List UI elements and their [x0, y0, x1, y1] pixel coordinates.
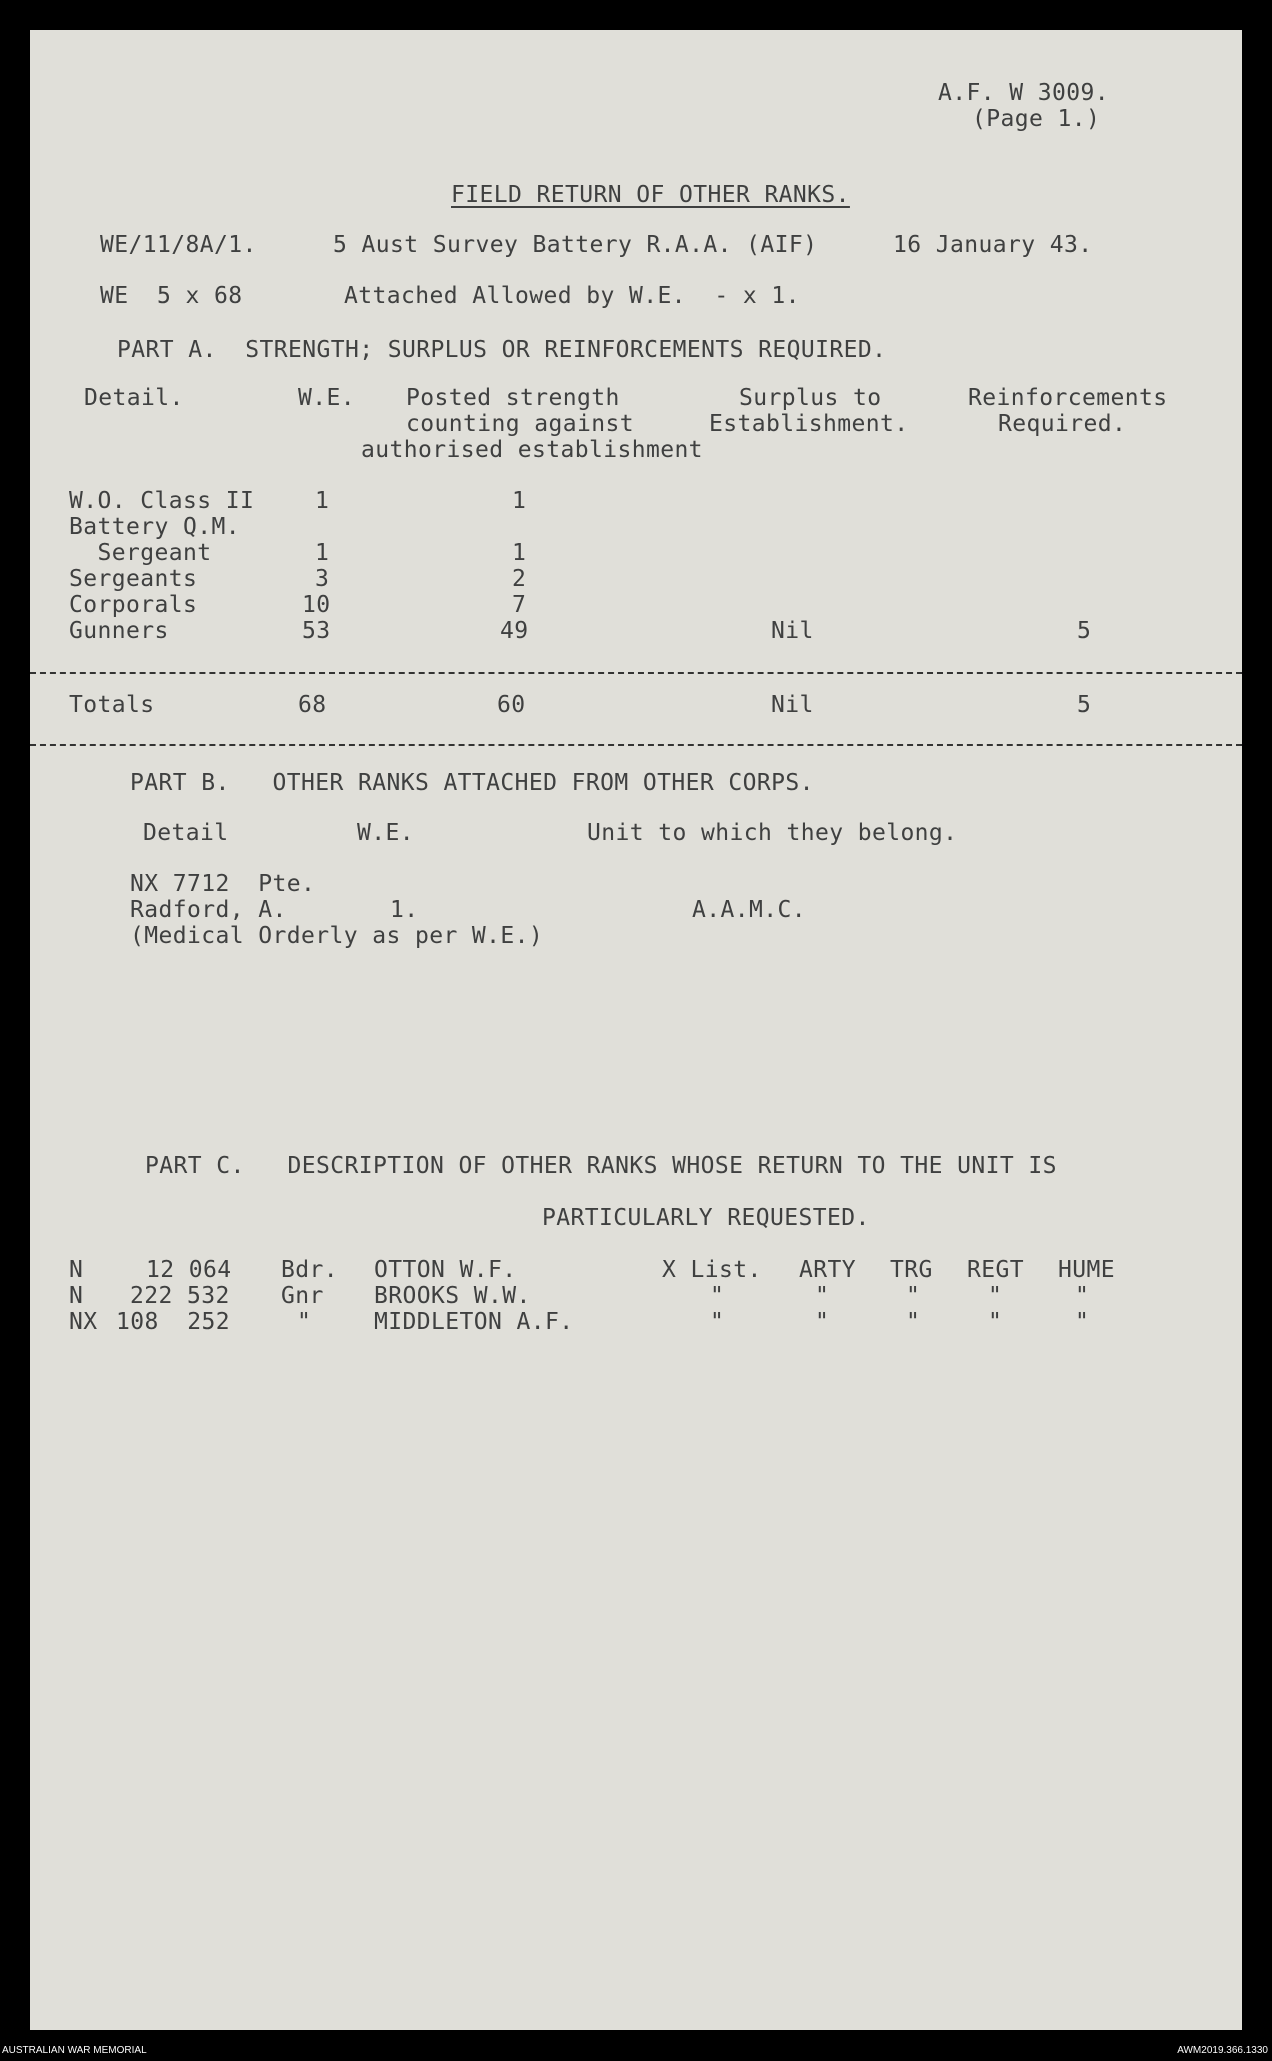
form-reference: A.F. W 3009. [938, 80, 1109, 106]
col-header-surplus-2: Establishment. [709, 411, 909, 437]
requested-col-5: " [1075, 1309, 1090, 1335]
part-a-heading: PART A. STRENGTH; SURPLUS OR REINFORCEMENTS REQUIRED. [117, 337, 887, 363]
requested-prefix: N [69, 1283, 84, 1309]
requested-number: 222 532 [130, 1283, 230, 1309]
col-header-reinforcements-1: Reinforcements [968, 385, 1168, 411]
totals-reinforcements: 5 [1077, 692, 1092, 718]
footer-left: AUSTRALIAN WAR MEMORIAL [2, 2045, 147, 2056]
requested-col-4: REGT [967, 1257, 1024, 1283]
part-b-heading: PART B. OTHER RANKS ATTACHED FROM OTHER CORPS. [130, 770, 814, 796]
table-row-surplus: Nil [771, 618, 814, 644]
table-row-posted: 49 [500, 618, 529, 644]
requested-name: MIDDLETON A.F. [374, 1309, 574, 1335]
part-c-heading-2: PARTICULARLY REQUESTED. [542, 1205, 870, 1231]
table-row-reinforcements: 5 [1077, 618, 1092, 644]
table-row-we: 53 [302, 618, 331, 644]
table-row-detail: Gunners [69, 618, 169, 644]
requested-col-3: " [906, 1283, 921, 1309]
table-row-posted: 1 [512, 488, 527, 514]
table-divider [30, 672, 1242, 674]
requested-name: BROOKS W.W. [374, 1283, 531, 1309]
table-row-we: 1 [315, 540, 330, 566]
col-header-posted-1: Posted strength [406, 385, 620, 411]
table-row-detail: Sergeants [69, 566, 198, 592]
requested-prefix: NX [69, 1309, 98, 1335]
attached-member-number: NX 7712 Pte. [130, 871, 316, 897]
part-b-header-we: W.E. [357, 820, 414, 846]
col-header-detail: Detail. [84, 385, 184, 411]
requested-col-1: " [710, 1283, 725, 1309]
attached-allowed: Attached Allowed by W.E. - x 1. [344, 283, 800, 309]
table-row-we: 1 [315, 488, 330, 514]
attached-member-unit: A.A.M.C. [692, 897, 806, 923]
table-row-posted: 1 [512, 540, 527, 566]
requested-rank: Gnr [281, 1283, 324, 1309]
table-row-we: 10 [302, 592, 331, 618]
requested-col-5: HUME [1058, 1257, 1115, 1283]
requested-col-1: " [710, 1309, 725, 1335]
requested-col-4: " [988, 1309, 1003, 1335]
table-divider [30, 744, 1242, 746]
col-header-posted-3: authorised establishment [361, 437, 703, 463]
page-reference: (Page 1.) [972, 106, 1101, 132]
part-b-header-detail: Detail [143, 820, 229, 846]
requested-rank: Bdr. [281, 1257, 338, 1283]
totals-posted: 60 [497, 692, 526, 718]
table-row-posted: 2 [512, 566, 527, 592]
totals-label: Totals [69, 692, 155, 718]
attached-member-we: 1. [390, 897, 419, 923]
col-header-posted-2: counting against [406, 411, 634, 437]
document-page [30, 30, 1242, 2030]
return-date: 16 January 43. [893, 232, 1093, 258]
col-header-reinforcements-2: Required. [998, 411, 1127, 437]
requested-col-2: ARTY [799, 1257, 856, 1283]
totals-surplus: Nil [771, 692, 814, 718]
requested-col-2: " [815, 1283, 830, 1309]
col-header-we: W.E. [298, 385, 355, 411]
table-row-detail: W.O. Class II [69, 488, 255, 514]
requested-number: 12 064 [146, 1257, 232, 1283]
requested-col-4: " [988, 1283, 1003, 1309]
we-reference: WE/11/8A/1. [100, 232, 257, 258]
requested-col-5: " [1075, 1283, 1090, 1309]
table-row-detail: Corporals [69, 592, 198, 618]
we-size: WE 5 x 68 [100, 283, 243, 309]
attached-member-note: (Medical Orderly as per W.E.) [130, 923, 544, 949]
table-row-detail: Sergeant [69, 540, 212, 566]
table-row-we: 3 [315, 566, 330, 592]
requested-rank: " [297, 1309, 312, 1335]
part-b-header-unit: Unit to which they belong. [587, 820, 958, 846]
unit-name: 5 Aust Survey Battery R.A.A. (AIF) [333, 232, 818, 258]
requested-col-1: X List. [662, 1257, 762, 1283]
footer-right: AWM2019.366.1330 [1177, 2045, 1268, 2056]
table-row-posted: 7 [512, 592, 527, 618]
attached-member-name: Radford, A. [130, 897, 287, 923]
requested-number: 108 252 [116, 1309, 230, 1335]
part-c-heading: PART C. DESCRIPTION OF OTHER RANKS WHOSE RETURN TO THE UNIT IS [145, 1153, 1057, 1179]
document-title: FIELD RETURN OF OTHER RANKS. [451, 182, 850, 208]
totals-we: 68 [298, 692, 327, 718]
requested-name: OTTON W.F. [374, 1257, 517, 1283]
requested-col-3: TRG [890, 1257, 933, 1283]
requested-col-3: " [906, 1309, 921, 1335]
table-row-detail: Battery Q.M. [69, 514, 240, 540]
col-header-surplus-1: Surplus to [739, 385, 882, 411]
requested-prefix: N [69, 1257, 84, 1283]
requested-col-2: " [815, 1309, 830, 1335]
